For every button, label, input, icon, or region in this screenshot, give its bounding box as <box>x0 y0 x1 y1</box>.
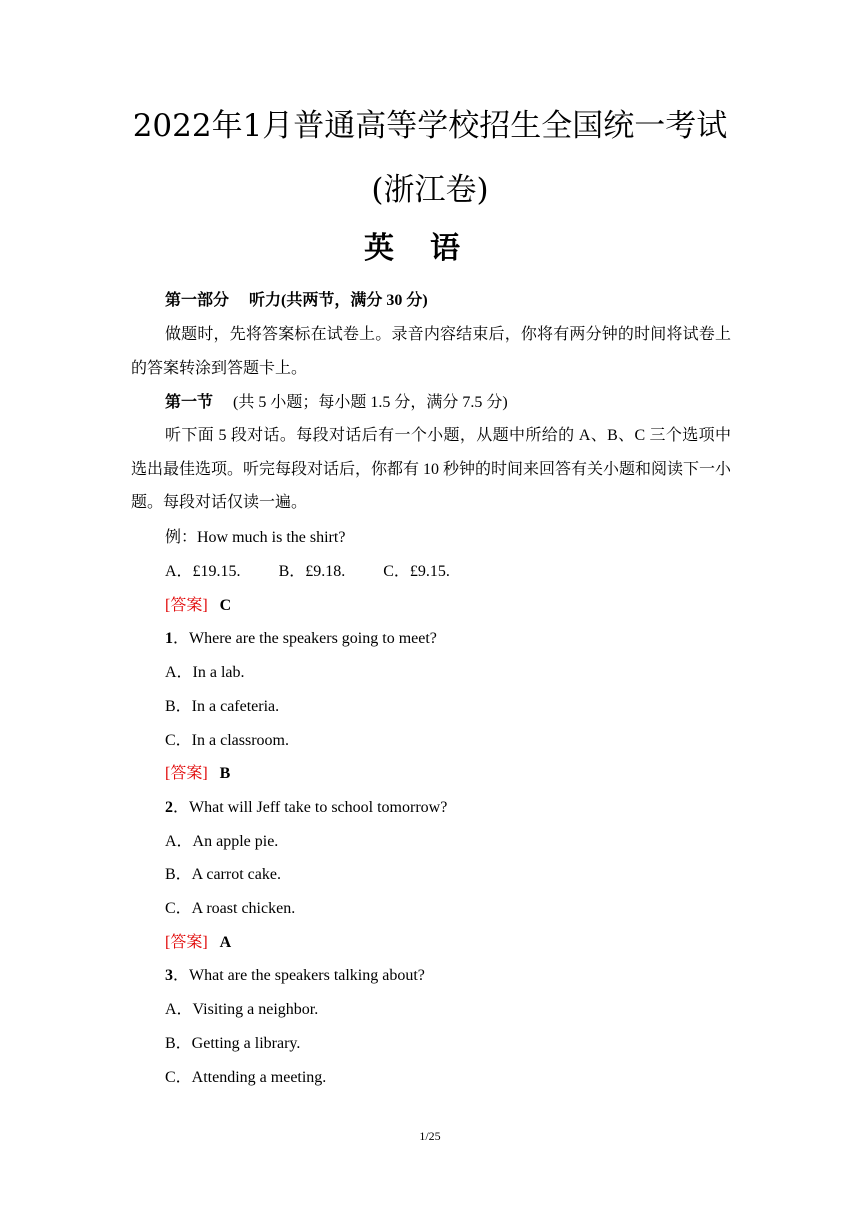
answer-label: [答案] <box>165 934 208 951</box>
question-3 <box>165 965 735 987</box>
question-text: ．What will Jeff take to school tomorrow? <box>173 799 448 816</box>
example-option-a: A．£19.15. <box>165 563 241 580</box>
example-prompt: 例：How much is the shirt? <box>165 529 346 546</box>
question-number: 1 <box>165 630 173 647</box>
question-3-option-b: B．Getting a library. <box>165 1035 301 1052</box>
question-number: 2 <box>165 799 173 816</box>
question-3-option-c: C．Attending a meeting. <box>165 1069 327 1086</box>
question-2-option-c: C．A roast chicken. <box>165 900 296 917</box>
example-option-b: B．£9.18. <box>278 563 346 580</box>
subject-title: 英语 <box>364 231 496 266</box>
answer-value: A <box>219 934 232 951</box>
question-number: 3 <box>165 967 173 984</box>
question-text: ．Where are the speakers going to meet? <box>173 630 437 647</box>
part1-instructions: 做题时，先将答案标在试卷上。录音内容结束后，你将有两分钟的时间将试卷上的答案转涂到答题卡上。 <box>131 326 731 377</box>
part1-heading <box>165 290 735 312</box>
question-2-answer <box>165 932 735 954</box>
section1-label: 第一节 <box>165 394 214 411</box>
example-options <box>165 561 735 583</box>
answer-label: [答案] <box>165 597 208 614</box>
answer-value: C <box>219 597 232 614</box>
section1-heading <box>165 392 735 414</box>
exam-region: (浙江卷) <box>371 172 489 208</box>
question-1-option-b: B．In a cafeteria. <box>165 698 280 715</box>
question-2-option-b: B．A carrot cake. <box>165 866 281 883</box>
exam-title: 2022年1月普通高等学校招生全国统一考试 <box>132 108 728 144</box>
answer-label: [答案] <box>165 765 208 782</box>
section1-instructions: 听下面 5 段对话。每段对话后有一个小题，从题中所给的 A、B、C 三个选项中选出最佳选项。听完每段对话后，你都有 10 秒钟的时间来回答有关小题和阅读下一小题。每段对话仅读一遍。 <box>131 427 732 511</box>
example-answer <box>165 595 735 617</box>
question-2 <box>165 797 735 819</box>
answer-value: B <box>219 765 231 782</box>
question-text: ．What are the speakers talking about? <box>173 967 425 984</box>
question-2-option-a: A．An apple pie. <box>165 833 279 850</box>
question-1-option-a: A．In a lab. <box>165 664 245 681</box>
question-1-answer <box>165 763 735 785</box>
page-number: 1/25 <box>419 1129 441 1143</box>
part1-text: 听力(共两节，满分 30 分) <box>249 292 428 309</box>
part1-label: 第一部分 <box>165 292 230 309</box>
example-option-c: C．£9.15. <box>383 563 450 580</box>
question-3-option-a: A．Visiting a neighbor. <box>165 1001 319 1018</box>
question-1-option-c: C．In a classroom. <box>165 732 289 749</box>
section1-text: (共 5 小题；每小题 1.5 分，满分 7.5 分) <box>233 394 508 411</box>
question-1 <box>165 628 735 650</box>
